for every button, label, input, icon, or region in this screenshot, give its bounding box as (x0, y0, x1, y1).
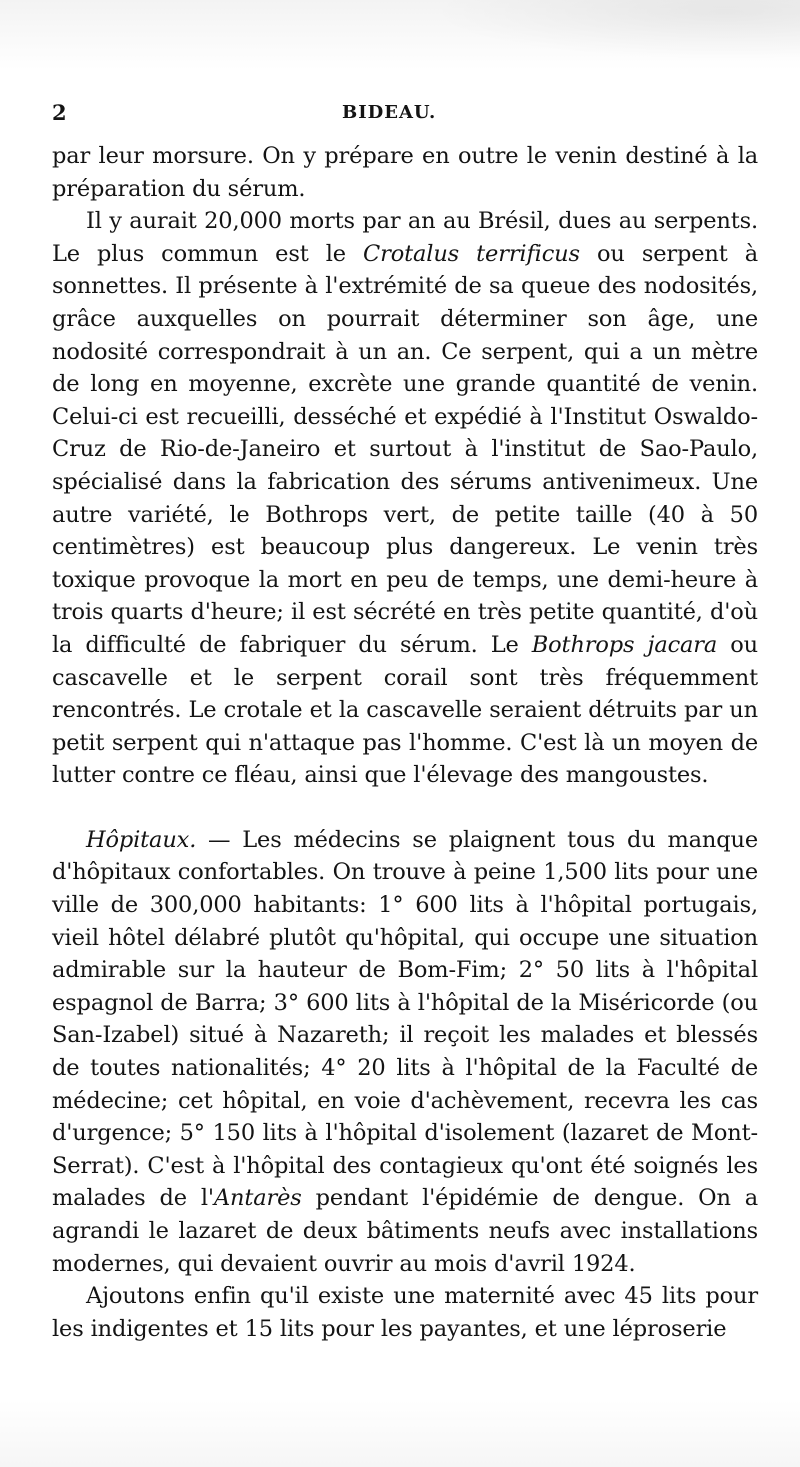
paragraph-text: ou serpent à sonnettes. Il présente à l'extrémité de sa queue des nodosités, grâce auxquelles on pourrait déterminer son âge, une nodosité correspondrait à un an. Ce serpent, qui a un mètre de long en moyenne, excrète une grande quantité de venin. Celui-ci est recueilli, desséché et expédié à l'Institut Oswaldo-Cruz de Rio-de-Janeiro et surtout à l'institut de Sao-Paulo, spécialisé dans la fabrication des sérums antivenimeux. Une autre variété, le Bothrops vert, de petite taille (40 à 50 centimètres) est beaucoup plus dangereux. Le venin très toxique provoque la mort en peu de temps, une demi-heure à trois quarts d'heure; il est sécrété en très petite quantité, d'où la difficulté de fabriquer du sérum. Le (52, 240, 758, 658)
paragraph-text: — Les médecins se plaignent tous du manque d'hôpitaux confortables. On trouve à peine 1,500 lits pour une ville de 300,000 habitants: 1° 600 lits à l'hôpital portugais, vieil hôtel délabré plutôt qu'hôpital, qui occupe une situation admirable sur la hauteur de Bom-Fim; 2° 50 lits à l'hôpital espagnol de Barra; 3° 600 lits à l'hôpital de la Miséricorde (ou San-Izabel) situé à Nazareth; il reçoit les malades et blessés de toutes nationalités; 4° 20 lits à l'hôpital de la Faculté de médecine; cet hôpital, en voie d'achèvement, recevra les cas d'urgence; 5° 150 lits à l'hôpital d'isolement (lazaret de Mont-Serrat). C'est à l'hôpital des contagieux qu'ont été soignés les malades de l' (52, 826, 758, 1212)
running-head: BIDEAU. (342, 102, 437, 123)
paragraph-text: Il y aurait 20,000 morts par an au Brésil, dues au serpents. Le plus commun est le (52, 208, 758, 267)
page-header (52, 100, 752, 130)
paragraph-text: par leur morsure. On y prépare en outre le venin destiné à la préparation du sérum. (52, 143, 758, 202)
paragraph-serpents (52, 205, 758, 792)
paragraph-text: pendant l'épidémie de dengue. On a agrandi le lazaret de deux bâtiments neufs avec installations modernes, qui devaient ouvrir au mois d'avril 1924. (52, 1185, 758, 1277)
scan-stain (430, 0, 800, 60)
paragraph-text: ou cascavelle et le serpent corail sont très fréquemment rencontrés. Le crotale et la cascavelle seraient détruits par un petit serpent qui n'attaque pas l'homme. C'est là un moyen de lutter contre ce fléau, ainsi que l'élevage des mangoustes. (52, 631, 758, 789)
body-text (52, 140, 758, 1345)
ship-name: Antarès (213, 1185, 302, 1212)
paragraph-maternite (52, 1280, 758, 1345)
paragraph-continuation (52, 140, 758, 205)
page-number: 2 (52, 100, 67, 125)
species-name: Bothrops jacara (531, 631, 718, 658)
paragraph-hopitaux (52, 824, 758, 1280)
paragraph-text: Ajoutons enfin qu'il existe une maternité avec 45 lits pour les indigentes et 15 lits pour les payantes, et une léproserie (52, 1283, 758, 1342)
species-name: Crotalus terrificus (363, 240, 580, 267)
section-heading: Hôpitaux. (86, 826, 197, 853)
